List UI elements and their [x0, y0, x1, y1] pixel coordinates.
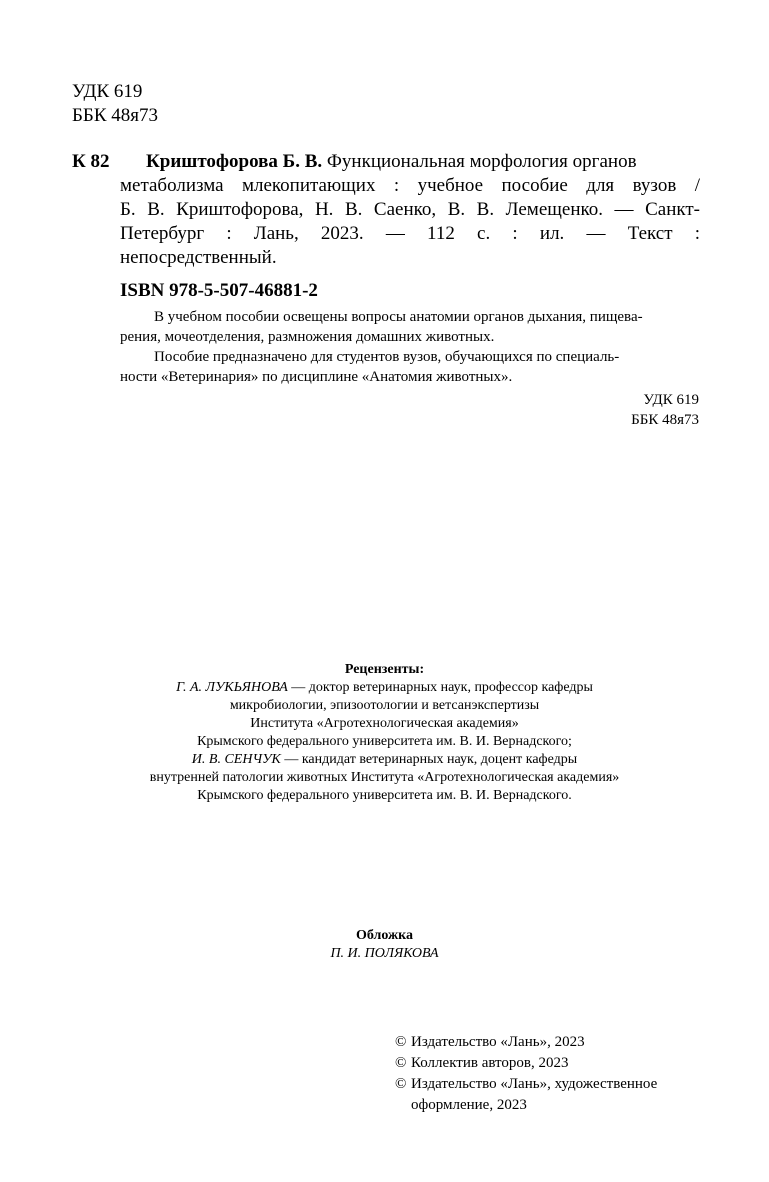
copyright-1: [395, 1032, 735, 1053]
reviewer-2-name: И. В. СЕНЧУК: [191, 752, 281, 767]
reviewer-2-line-1: [72, 751, 697, 769]
reviewer-2-line-3: Крымского федерального университета им. В. И. Вернадского.: [197, 788, 572, 803]
annotation-paragraph-1: [120, 307, 699, 347]
reviewer-2-title: — кандидат ветеринарных наук, доцент кафедры: [280, 752, 578, 767]
reviewers-block: [72, 661, 697, 805]
reviewer-1-line-4: Крымского федерального университета им. В. И. Вернадского;: [197, 734, 572, 749]
reviewer-1-title: — доктор ветеринарных наук, профессор кафедры: [287, 680, 593, 695]
cover-credit: [72, 927, 697, 963]
reviewer-1-line-3: Института «Агротехнологическая академия»: [250, 716, 519, 731]
reviewers-title: Рецензенты:: [344, 662, 425, 677]
annotation-p2-line2: ности «Ветеринария» по дисциплине «Анатомия животных».: [120, 369, 513, 385]
copyright-icon: ©: [395, 1055, 407, 1071]
catalog-line-5: непосредственный.: [120, 247, 277, 268]
author-sign: К 82: [72, 151, 110, 172]
copyright-2-text: Коллектив авторов, 2023: [411, 1055, 569, 1071]
catalog-line-3: Б. В. Криштофорова, Н. В. Саенко, В. В. Лемещенко. — Санкт-: [120, 199, 700, 220]
catalog-line-2: метаболизма млекопитающих : учебное пособие для вузов /: [120, 175, 700, 196]
copyright-3-text-cont: оформление, 2023: [411, 1097, 527, 1113]
catalog-line-4: Петербург : Лань, 2023. — 112 с. : ил. — Текст :: [120, 223, 700, 244]
bbk-code: ББК 48я73: [72, 105, 158, 126]
copyright-2: [395, 1053, 735, 1074]
cover-title: Обложка: [355, 928, 414, 943]
title-start: Функциональная морфология органов: [322, 151, 637, 172]
reviewer-1-name: Г. А. ЛУКЬЯНОВА: [176, 680, 288, 695]
author-heading: Криштофорова Б. В.: [146, 151, 323, 172]
copyright-3: [395, 1074, 735, 1116]
copyright-icon: ©: [395, 1076, 407, 1092]
annotation-p2-line1: Пособие предназначено для студентов вузов, обучающихся по специаль-: [154, 349, 620, 365]
annotation-p1-line1: В учебном пособии освещены вопросы анатомии органов дыхания, пищева-: [154, 309, 643, 325]
copyright-icon: ©: [395, 1034, 407, 1050]
annotation-p1-line2: рения, мочеотделения, размножения домашних животных.: [120, 329, 495, 345]
udk-code: УДК 619: [72, 81, 143, 102]
bbk-code-right: ББК 48я73: [631, 412, 699, 428]
copyright-1-text: Издательство «Лань», 2023: [411, 1034, 585, 1050]
copyright-block: [395, 1032, 735, 1116]
udk-code-right: УДК 619: [643, 392, 699, 408]
annotation-paragraph-2: [120, 347, 699, 387]
isbn: ISBN 978-5-507-46881-2: [120, 280, 318, 301]
reviewer-1-line-2: микробиологии, эпизоотологии и ветсанэкспертизы: [229, 698, 540, 713]
reviewer-2-line-2: внутренней патологии животных Института «Агротехнологическая академия»: [149, 770, 620, 785]
annotation: [120, 307, 699, 387]
catalog-entry: [72, 150, 700, 270]
cover-designer: П. И. ПОЛЯКОВА: [330, 946, 439, 961]
bibliographic-description: [120, 150, 700, 270]
copyright-3-text: Издательство «Лань», художественное: [411, 1076, 658, 1092]
catalog-line-1: [120, 150, 700, 174]
reviewer-1-line-1: [72, 679, 697, 697]
udk-bbk-block: [560, 390, 699, 430]
